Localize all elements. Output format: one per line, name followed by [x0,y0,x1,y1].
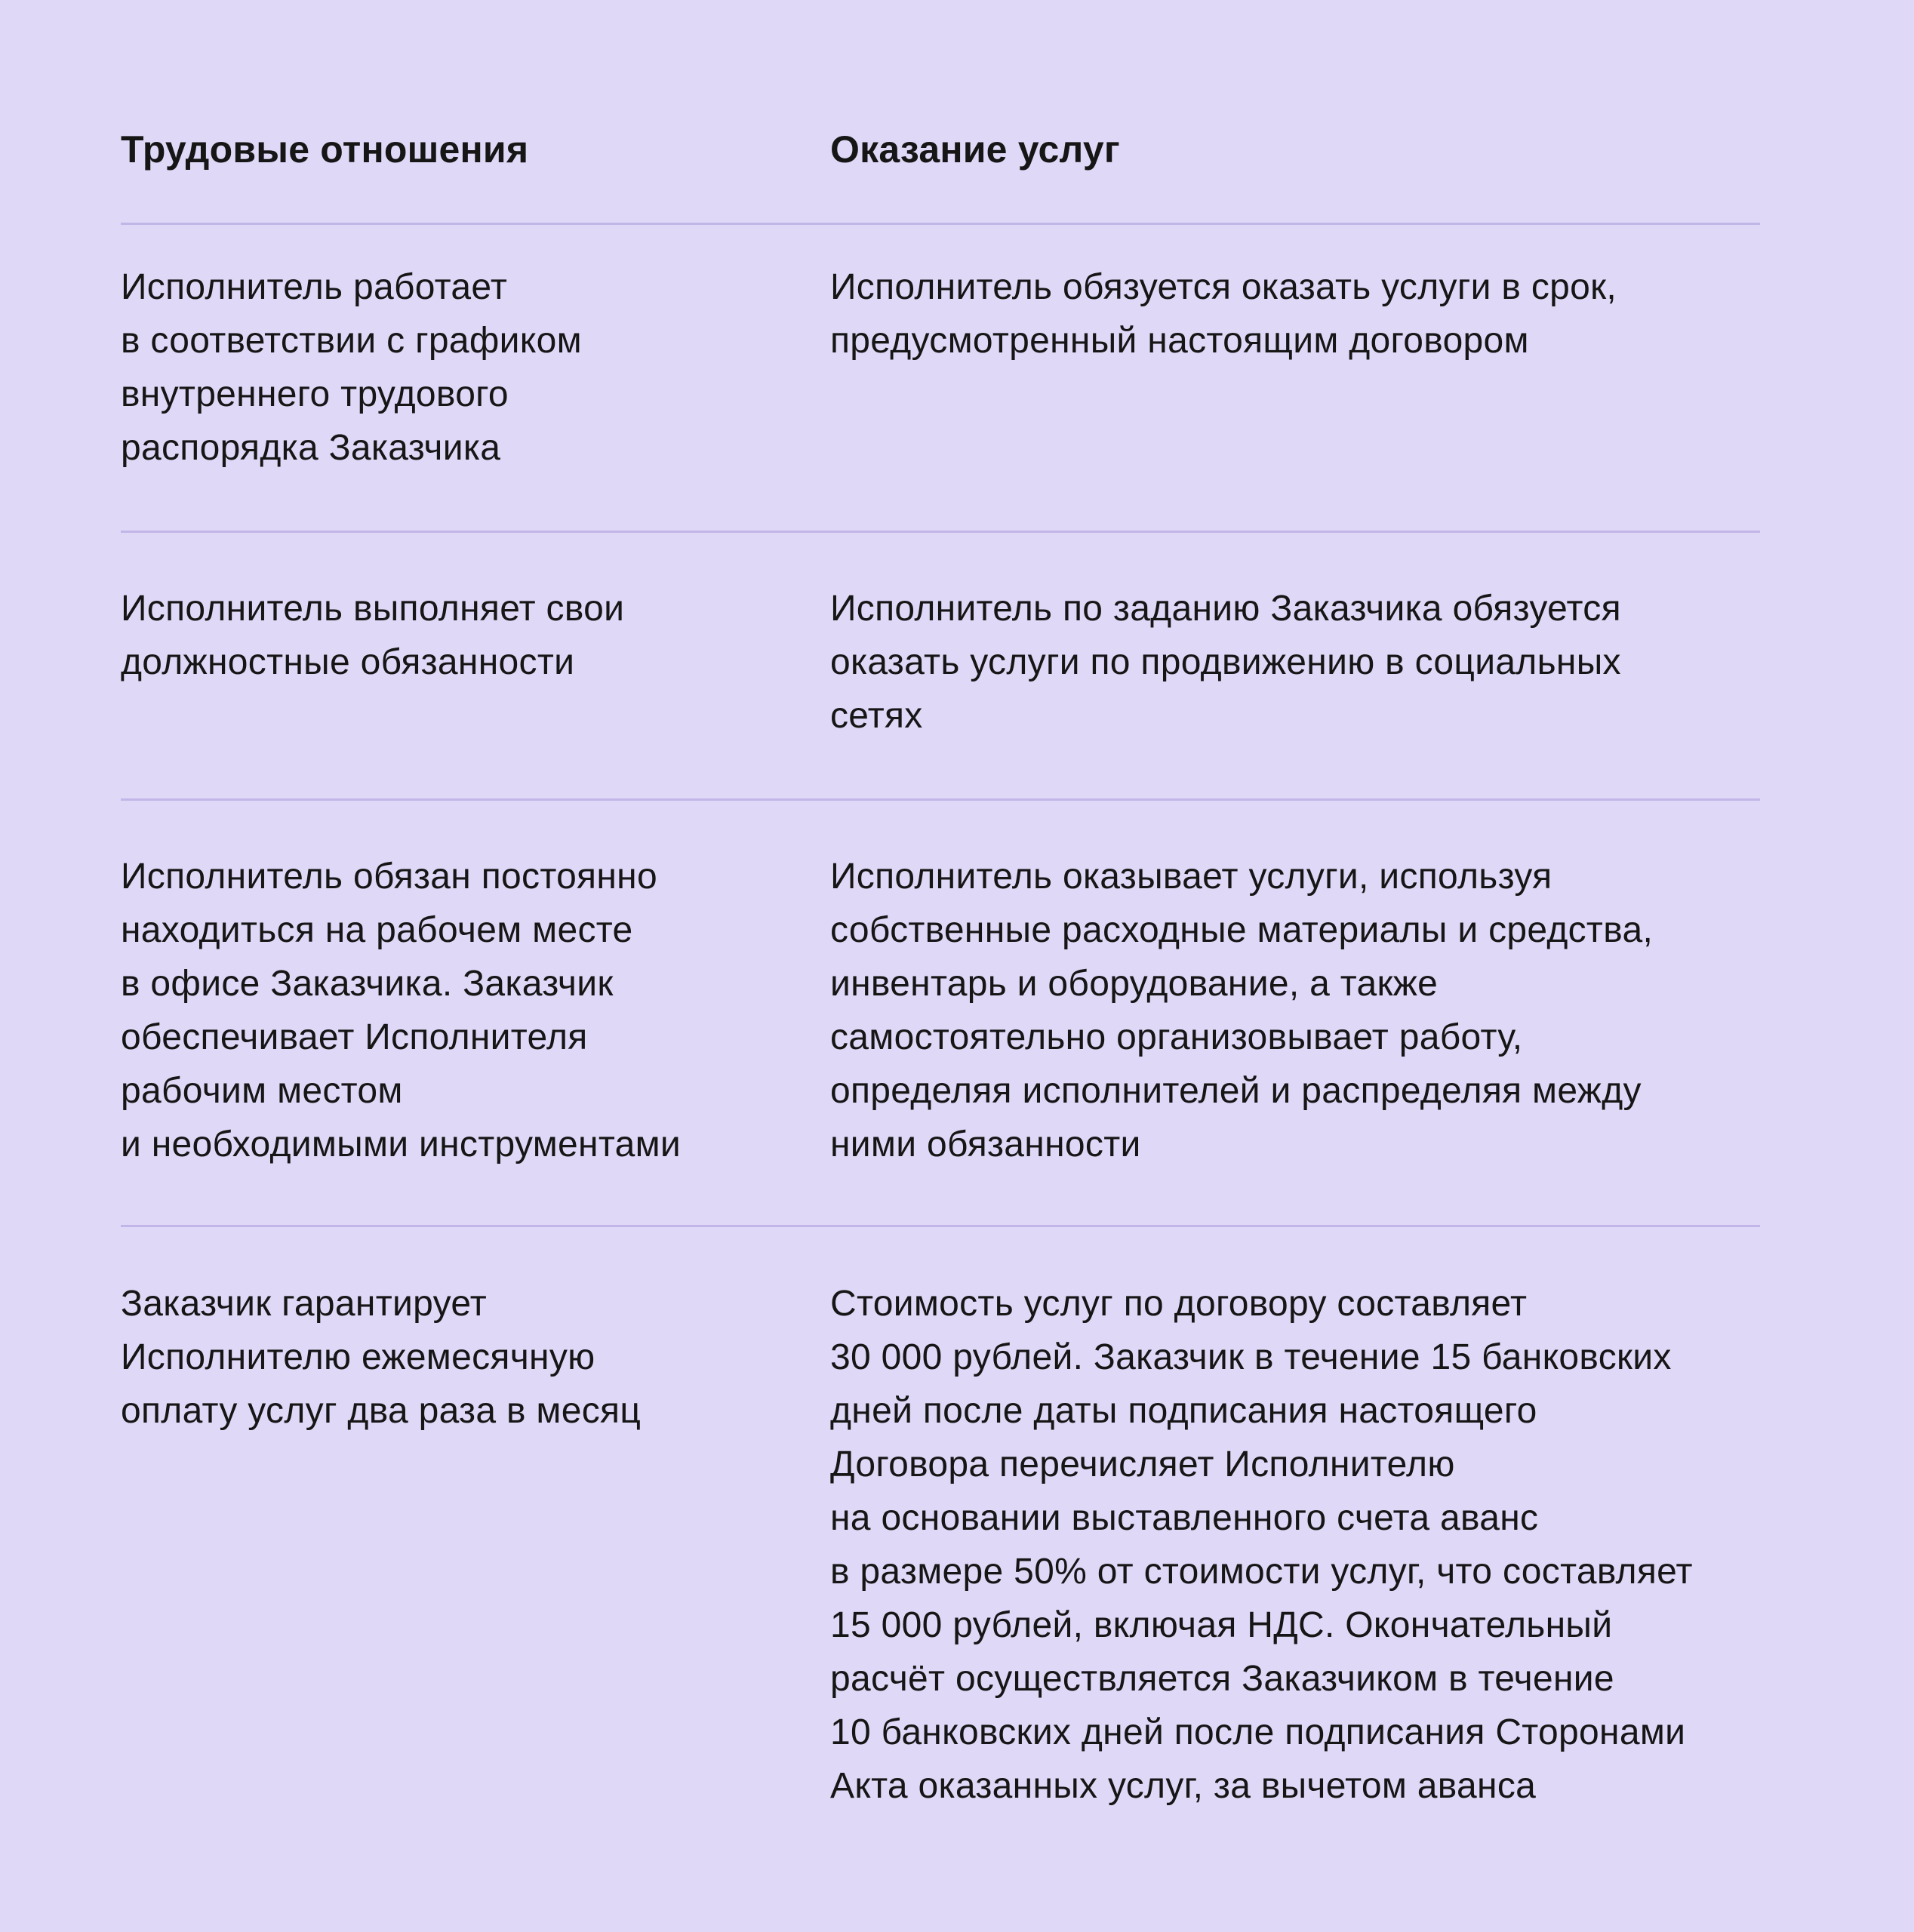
row-divider [121,223,1760,225]
row-divider [121,531,1760,533]
labor-cell: Заказчик гарантирует Исполнителю ежемесячную оплату услуг два раза в месяц [121,1284,642,1431]
service-cell: Исполнитель оказывает услуги, используя собственные расходные материалы и средства, инвентарь и оборудование, а также самостоятельно организовывает работу, определяя исполнителей и распределяя между ними обязанности [830,857,1654,1164]
service-cell: Исполнитель по заданию Заказчика обязуется оказать услуги по продвижению в социальных сетях [830,589,1621,736]
row-divider [121,1225,1760,1227]
header-service-provision: Оказание услуг [830,128,1120,171]
table-header-row [121,123,1760,177]
labor-cell: Исполнитель обязан постоянно находиться на рабочем месте в офисе Заказчика. Заказчик обеспечивает Исполнителя рабочим местом и необходимыми инструментами [121,857,681,1164]
service-cell: Стоимость услуг по договору составляет 30 000 рублей. Заказчик в течение 15 банковских дней после даты подписания настоящего Договора перечисляет Исполнителю на основании выставленного счета аванс в размере 50% от стоимости услуг, что составляет 15 000 рублей, включая НДС. Окончательный расчёт осуществляется Заказчиком в течение 10 банковских дней после подписания Сторонами Акта оказанных услуг, за вычетом аванса [830,1284,1693,1806]
table-row [121,582,1760,743]
labor-cell: Исполнитель выполняет свои должностные обязанности [121,589,625,682]
row-divider [121,798,1760,801]
table-row [121,260,1760,475]
table-row [121,850,1760,1171]
labor-cell: Исполнитель работает в соответствии с графиком внутреннего трудового распорядка Заказчика [121,267,582,468]
service-cell: Исполнитель обязуется оказать услуги в срок, предусмотренный настоящим договором [830,267,1617,361]
header-labor-relations: Трудовые отношения [121,128,529,171]
table-row [121,1277,1760,1813]
